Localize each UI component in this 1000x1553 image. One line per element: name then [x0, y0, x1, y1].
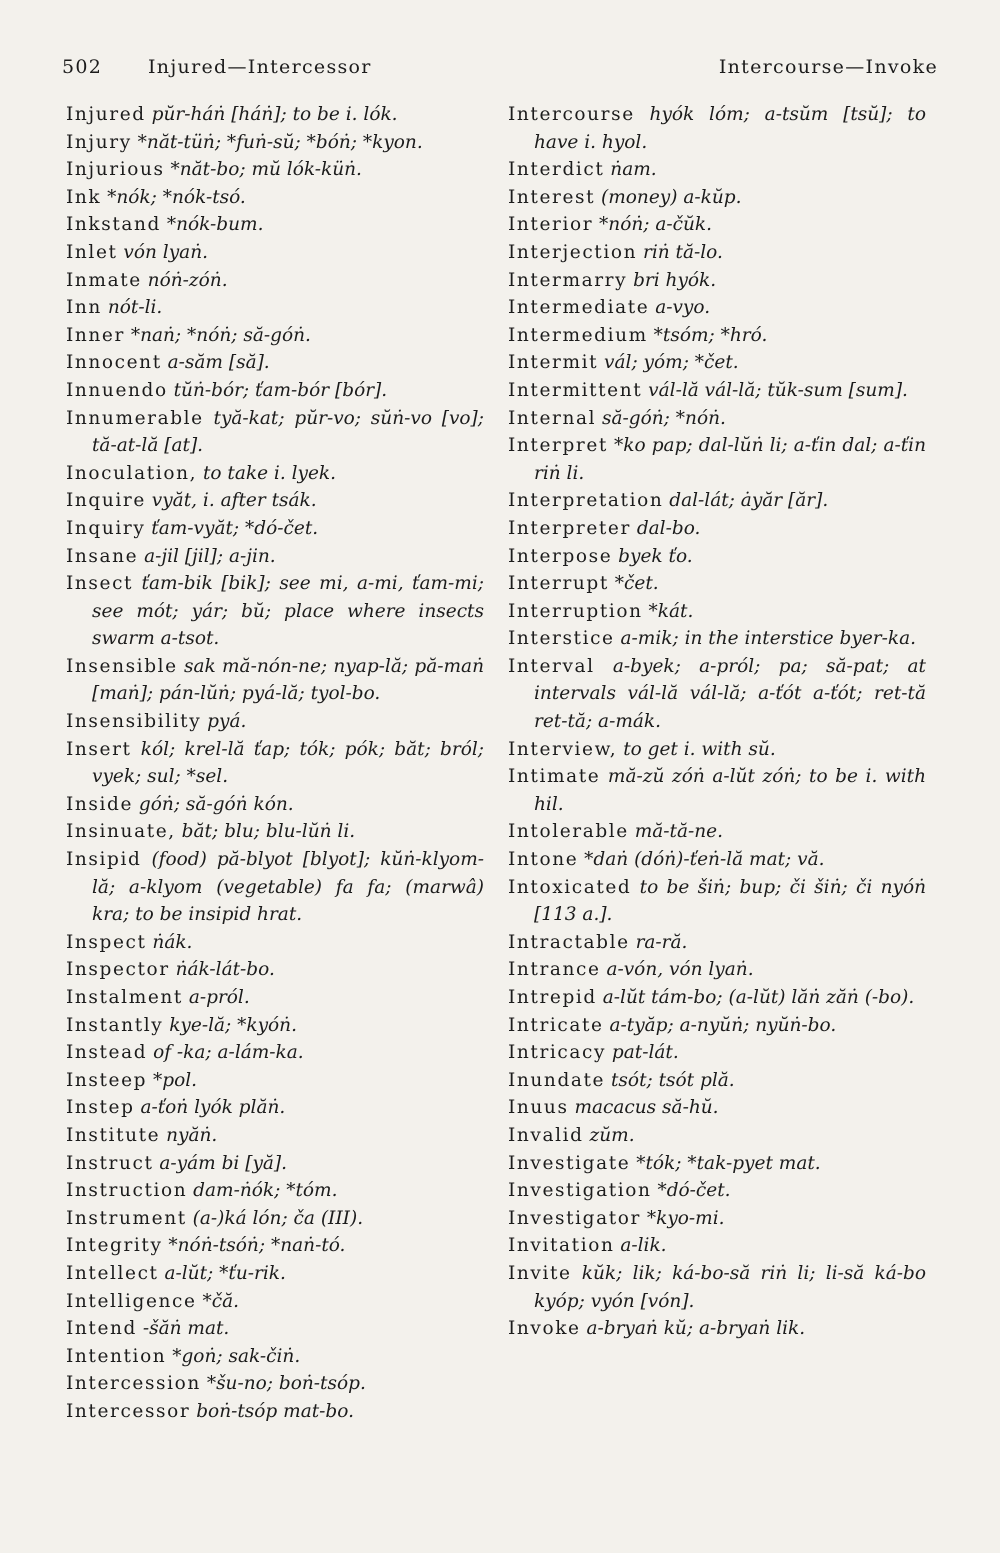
- entry-definition: macacus să-hŭ.: [574, 1097, 719, 1119]
- entry-definition: *čă.: [202, 1290, 239, 1312]
- entry-definition: mă-zŭ zóṅ a-lŭt zóṅ; to be i. with hil.: [534, 766, 926, 815]
- entry-headword: Interest: [508, 186, 596, 208]
- entry-headword: Invitation: [508, 1235, 615, 1257]
- dictionary-entry: [508, 1315, 926, 1343]
- dictionary-entry: [66, 184, 484, 212]
- dictionary-entry: [508, 763, 926, 818]
- entry-headword: Interruption: [508, 600, 643, 622]
- dictionary-entry: [66, 156, 484, 184]
- entry-headword: Insensible: [66, 655, 178, 677]
- dictionary-entry: [508, 322, 926, 350]
- dictionary-entry: [508, 1067, 926, 1095]
- entry-definition: ra-ră.: [635, 931, 688, 953]
- entry-headword: Inspect: [66, 931, 147, 953]
- dictionary-entry: [508, 184, 926, 212]
- entry-definition: byek ťo.: [618, 545, 693, 567]
- dictionary-entry: [508, 736, 926, 764]
- entry-headword: Investigation: [508, 1180, 652, 1202]
- entry-definition: să-góṅ; *nóṅ.: [602, 407, 726, 429]
- entry-definition: *naṅ; *nóṅ; să-góṅ.: [130, 324, 311, 346]
- entry-headword: Intrance: [508, 959, 601, 981]
- dictionary-entry: [508, 1232, 926, 1260]
- entry-definition: ṅák-lát-bo.: [175, 959, 275, 981]
- entry-headword: Invalid: [508, 1124, 584, 1146]
- entry-definition: a-pról.: [188, 987, 250, 1008]
- entry-headword: Inn: [66, 297, 102, 319]
- entry-definition: of -ka; a-lám-ka.: [153, 1042, 304, 1064]
- entry-definition: pat-lát.: [611, 1042, 679, 1064]
- dictionary-entry: [508, 1260, 926, 1315]
- entry-headword: Innumerable: [66, 407, 204, 429]
- entry-definition: (money) a-kŭp.: [601, 186, 742, 208]
- entry-headword: Intimate: [508, 766, 601, 788]
- dictionary-entry: [66, 1012, 484, 1040]
- entry-headword: Instalment: [66, 987, 183, 1008]
- entry-headword: Insipid: [66, 849, 142, 871]
- entry-definition: tsót; tsót plă.: [611, 1069, 735, 1091]
- entry-definition: *nóṅ; a-čŭk.: [599, 214, 713, 236]
- entry-headword: Instead: [66, 1042, 148, 1064]
- dictionary-entry: [66, 1343, 484, 1371]
- entry-headword: Intermarry: [508, 269, 628, 291]
- entry-definition: tyă-kat; pŭr-vo; sŭṅ-vo [vo]; tă-at-lă [at].: [92, 407, 484, 457]
- entry-definition: *daṅ (dóṅ)-ťeṅ-lă mat; vă.: [584, 849, 825, 871]
- entry-definition: *nók-bum.: [166, 214, 264, 236]
- entry-headword: Inundate: [508, 1069, 606, 1091]
- entry-headword: Insane: [66, 545, 139, 567]
- dictionary-entry: [66, 570, 484, 653]
- entry-headword: Innocent: [66, 352, 162, 374]
- entry-definition: dal-lát; ȧyăr [ăr].: [669, 490, 829, 512]
- entry-definition: *nók; *nók-tsó.: [107, 186, 246, 208]
- entry-headword: Invoke: [508, 1318, 581, 1340]
- entry-definition: sak mă-nón-ne; nyap-lă; pă-maṅ [maṅ]; pán-lŭṅ; pyá-lă; tyol-bo.: [92, 655, 484, 705]
- dictionary-entry: [66, 129, 484, 157]
- dictionary-entry: [508, 818, 926, 846]
- dictionary-entry: [508, 349, 926, 377]
- entry-headword: Internal: [508, 407, 597, 429]
- entry-headword: Intricacy: [508, 1042, 607, 1064]
- entry-headword: Intercession: [66, 1373, 201, 1395]
- dictionary-entry: [508, 405, 926, 433]
- entry-headword: Instantly: [66, 1014, 164, 1036]
- entry-definition: băt; blu; blu-lŭṅ li.: [181, 821, 356, 843]
- entry-definition: nyăṅ.: [166, 1124, 218, 1146]
- dictionary-entry: [66, 1067, 484, 1095]
- entry-headword: Instep: [66, 1097, 135, 1119]
- dictionary-entry: [66, 294, 484, 322]
- dictionary-entry: [508, 570, 926, 598]
- dictionary-entry: [508, 377, 926, 405]
- entry-definition: ṅák.: [152, 931, 193, 953]
- entry-definition: vál; yóm; *čet.: [604, 352, 739, 374]
- entry-definition: *kát.: [648, 600, 694, 622]
- entry-definition: vyăt, i. after tsák.: [151, 490, 317, 512]
- entry-headword: Investigator: [508, 1207, 641, 1229]
- dictionary-entry: [66, 1260, 484, 1288]
- entry-definition: *goṅ; sak-čiṅ.: [172, 1345, 301, 1367]
- dictionary-entry: [508, 267, 926, 295]
- entry-definition: a-săm [să].: [167, 352, 270, 374]
- dictionary-entry: [66, 1122, 484, 1150]
- entry-headword: Insensibility: [66, 711, 202, 733]
- entry-headword: Intercessor: [66, 1400, 191, 1422]
- right-running-head: Intercourse—Invoke: [718, 56, 938, 78]
- dictionary-entry: [66, 791, 484, 819]
- dictionary-entry: [508, 211, 926, 239]
- entry-definition: kŭk; lik; ká-bo-să riṅ li; li-să ká-bo kyóp; vyón [vón].: [534, 1262, 926, 1312]
- entry-definition: *nóṅ-tsóṅ; *naṅ-tó.: [168, 1235, 346, 1257]
- entry-definition: dam-ṅók; *tóm.: [193, 1180, 338, 1202]
- entry-headword: Ink: [66, 186, 102, 208]
- entry-headword: Intention: [66, 1345, 167, 1367]
- entry-headword: Inmate: [66, 269, 142, 291]
- entry-headword: Interpret: [508, 435, 608, 457]
- dictionary-entry: [66, 267, 484, 295]
- dictionary-entry: [66, 653, 484, 708]
- entry-headword: Inoculation,: [66, 462, 198, 484]
- entry-headword: Injurious: [66, 159, 165, 181]
- entry-headword: Intercourse: [508, 104, 635, 125]
- entry-headword: Inner: [66, 324, 125, 346]
- entry-definition: to get i. with sŭ.: [623, 738, 776, 760]
- dictionary-entry: [66, 543, 484, 571]
- entry-definition: nóṅ-zóṅ.: [147, 269, 228, 291]
- dictionary-entry: [508, 239, 926, 267]
- dictionary-entry: [508, 625, 926, 653]
- left-running-head: Injured—Intercessor: [148, 56, 372, 78]
- dictionary-entry: [508, 432, 926, 487]
- entry-definition: to be šiṅ; bup; či šiṅ; či nyóṅ [113 a.].: [534, 876, 926, 926]
- dictionary-entry: [66, 1232, 484, 1260]
- entry-headword: Insinuate,: [66, 821, 176, 843]
- entry-definition: tŭṅ-bór; ťam-bór [bór].: [173, 379, 388, 401]
- dictionary-entry: [66, 1398, 484, 1426]
- entry-definition: a-bryaṅ kŭ; a-bryaṅ lik.: [586, 1318, 806, 1340]
- entry-headword: Intelligence: [66, 1290, 197, 1312]
- entry-definition: (a-)ká lón; ča (III).: [192, 1207, 364, 1229]
- entry-headword: Inkstand: [66, 214, 161, 236]
- dictionary-entry: [508, 1012, 926, 1040]
- dictionary-entry: [508, 1122, 926, 1150]
- entry-definition: a-yám bi [yă].: [159, 1152, 288, 1174]
- entry-headword: Interrupt: [508, 573, 609, 595]
- entry-headword: Intend: [66, 1318, 137, 1340]
- dictionary-entry: [508, 1150, 926, 1178]
- dictionary-entry: [66, 460, 484, 488]
- entry-definition: ṅam.: [610, 159, 657, 181]
- entry-headword: Inspector: [66, 959, 170, 981]
- dictionary-entry: [508, 1094, 926, 1122]
- dictionary-entry: [66, 708, 484, 736]
- entry-headword: Interpretation: [508, 490, 664, 512]
- entry-headword: Intrepid: [508, 987, 597, 1008]
- entry-headword: Interstice: [508, 628, 615, 650]
- dictionary-entry: [508, 598, 926, 626]
- dictionary-entry: [66, 349, 484, 377]
- entry-definition: vál-lă vál-lă; tŭk-sum [sum].: [648, 379, 908, 401]
- entry-definition: a-lik.: [620, 1235, 667, 1257]
- entry-definition: to take i. lyek.: [202, 462, 337, 484]
- dictionary-entry: [66, 1288, 484, 1316]
- entry-definition: *čet.: [614, 573, 659, 595]
- dictionary-entry: [66, 515, 484, 543]
- entry-headword: Integrity: [66, 1235, 163, 1257]
- entry-headword: Invite: [508, 1262, 572, 1284]
- dictionary-entry: [66, 405, 484, 460]
- dictionary-entry: [66, 1039, 484, 1067]
- dictionary-entry: [66, 377, 484, 405]
- dictionary-entry: [508, 653, 926, 736]
- dictionary-entry: [508, 874, 926, 929]
- entry-definition: *ko pap; dal-lŭṅ li; a-ťin dal; a-ťin riṅ li.: [534, 435, 927, 484]
- dictionary-entry: [66, 101, 484, 129]
- entry-definition: hyók lóm; a-tsŭm [tsŭ]; to have i. hyol.: [534, 104, 926, 153]
- entry-definition: -šăṅ mat.: [142, 1318, 230, 1340]
- dictionary-entry: [66, 1094, 484, 1122]
- dictionary-entry: [66, 984, 484, 1012]
- entry-headword: Inuus: [508, 1097, 569, 1119]
- entry-definition: riṅ tă-lo.: [643, 241, 723, 263]
- dictionary-entry: [66, 956, 484, 984]
- entry-definition: *năt-bo; mŭ lók-küṅ.: [170, 159, 362, 181]
- entry-headword: Investigate: [508, 1152, 631, 1174]
- entry-headword: Injury: [66, 131, 132, 153]
- entry-definition: *dó-čet.: [657, 1180, 731, 1202]
- entry-headword: Interpreter: [508, 517, 631, 539]
- running-head: [62, 56, 938, 86]
- entry-definition: a-byek; a-pról; pa; să-pat; at intervals vál-lă vál-lă; a-ťót a-ťót; ret-tă ret-tă; a-mák.: [534, 655, 926, 733]
- dictionary-entry: [508, 1177, 926, 1205]
- dictionary-entry: [508, 1205, 926, 1233]
- dictionary-entry: [66, 1370, 484, 1398]
- dictionary-entry: [66, 1315, 484, 1343]
- entry-headword: Instruct: [66, 1152, 154, 1174]
- entry-headword: Injured: [66, 104, 146, 125]
- entry-definition: zŭm.: [589, 1124, 635, 1146]
- entry-definition: dal-bo.: [636, 517, 701, 539]
- entry-definition: *tók; *tak-pyet mat.: [636, 1152, 821, 1174]
- entry-headword: Intolerable: [508, 821, 629, 843]
- entry-headword: Inside: [66, 793, 134, 815]
- entry-definition: a-mik; in the interstice byer-ka.: [620, 628, 917, 650]
- entry-definition: (food) pă-blyot [blyot]; kŭṅ-klyom-lă; a-klyom (vegetable) fa fa; (marwâ) kra; to be insipid hrat.: [92, 849, 484, 926]
- dictionary-entry: [66, 818, 484, 846]
- entry-headword: Intoxicated: [508, 876, 632, 898]
- entry-definition: ťam-bik [bik]; see mi, a-mi, ťam-mi; see mót; yár; bŭ; place where insects swarm a-tsot.: [92, 573, 484, 650]
- dictionary-entry: [508, 515, 926, 543]
- dictionary-entry: [508, 156, 926, 184]
- entry-definition: góṅ; să-góṅ kón.: [138, 793, 294, 815]
- dictionary-entry: [508, 101, 926, 156]
- entry-headword: Inlet: [66, 241, 118, 263]
- entry-definition: a-lŭt tám-bo; (a-lŭt) lăṅ zăṅ (-bo).: [602, 987, 915, 1008]
- entry-headword: Insert: [66, 738, 132, 760]
- entry-headword: Intermit: [508, 352, 599, 374]
- dictionary-entry: [508, 487, 926, 515]
- entry-headword: Intermittent: [508, 379, 643, 401]
- entry-definition: *pol.: [152, 1069, 198, 1091]
- entry-definition: a-vón, vón lyaṅ.: [606, 959, 754, 981]
- entry-definition: vón lyaṅ.: [123, 241, 208, 263]
- dictionary-entry: [508, 984, 926, 1012]
- dictionary-entry: [66, 211, 484, 239]
- dictionary-entry: [508, 929, 926, 957]
- dictionary-entry: [508, 543, 926, 571]
- entry-headword: Institute: [66, 1124, 161, 1146]
- entry-definition: a-tyăp; a-nyŭṅ; nyŭṅ-bo.: [609, 1014, 837, 1036]
- page-number: 502: [62, 56, 103, 78]
- entry-headword: Insteep: [66, 1069, 148, 1091]
- entry-definition: pŭr-háṅ [háṅ]; to be i. lók.: [151, 104, 398, 125]
- entry-headword: Instruction: [66, 1180, 188, 1202]
- dictionary-entry: [66, 929, 484, 957]
- entry-definition: kól; krel-lă ťap; tók; pók; băt; bról; vyek; sul; *sel.: [92, 738, 485, 788]
- entry-headword: Innuendo: [66, 379, 168, 401]
- entry-definition: a-ťoṅ lyók plăṅ.: [140, 1097, 286, 1119]
- entry-headword: Intricate: [508, 1014, 604, 1036]
- entry-headword: Intermedium: [508, 324, 648, 346]
- entry-headword: Insect: [66, 573, 134, 595]
- entry-definition: *šu-no; boṅ-tsóp.: [206, 1373, 366, 1395]
- dictionary-entry: [66, 736, 484, 791]
- dictionary-entry: [66, 1150, 484, 1178]
- entry-definition: bri hyók.: [633, 269, 717, 291]
- entry-definition: *kyo-mi.: [646, 1207, 725, 1229]
- dictionary-entry: [66, 487, 484, 515]
- dictionary-entry: [508, 956, 926, 984]
- entry-definition: a-vyo.: [655, 297, 711, 319]
- entry-headword: Interval: [508, 655, 595, 677]
- entry-headword: Intone: [508, 849, 579, 871]
- entry-headword: Interview,: [508, 738, 618, 760]
- dictionary-entry: [508, 846, 926, 874]
- entry-headword: Inquiry: [66, 517, 146, 539]
- left-column: [66, 101, 484, 1426]
- entry-headword: Intellect: [66, 1262, 159, 1284]
- entry-definition: *năt-tüṅ; *fuṅ-sŭ; *bóṅ; *kyon.: [137, 131, 423, 153]
- entry-definition: a-lŭt; *ťu-rik.: [164, 1262, 286, 1284]
- entry-headword: Interdict: [508, 159, 605, 181]
- dictionary-entry: [508, 1039, 926, 1067]
- dictionary-entry: [66, 846, 484, 929]
- entry-headword: Intractable: [508, 931, 630, 953]
- dictionary-entry: [66, 239, 484, 267]
- entry-definition: mă-tă-ne.: [634, 821, 724, 843]
- entry-headword: Inquire: [66, 490, 146, 512]
- entry-definition: ťam-vyăt; *dó-čet.: [151, 517, 319, 539]
- entry-definition: nót-li.: [107, 297, 163, 319]
- entry-definition: *tsóm; *hró.: [653, 324, 768, 346]
- entry-definition: boṅ-tsóp mat-bo.: [196, 1400, 354, 1422]
- right-column: [508, 101, 926, 1343]
- entry-definition: pyá.: [207, 711, 247, 733]
- entry-headword: Intermediate: [508, 297, 650, 319]
- entry-headword: Interpose: [508, 545, 613, 567]
- dictionary-entry: [66, 322, 484, 350]
- dictionary-entry: [66, 1177, 484, 1205]
- entry-headword: Interjection: [508, 241, 638, 263]
- entry-definition: a-jil [jil]; a-jin.: [144, 545, 276, 567]
- dictionary-entry: [66, 1205, 484, 1233]
- entry-headword: Instrument: [66, 1207, 187, 1229]
- entry-definition: kye-lă; *kyóṅ.: [169, 1014, 297, 1036]
- entry-headword: Interior: [508, 214, 594, 236]
- dictionary-entry: [508, 294, 926, 322]
